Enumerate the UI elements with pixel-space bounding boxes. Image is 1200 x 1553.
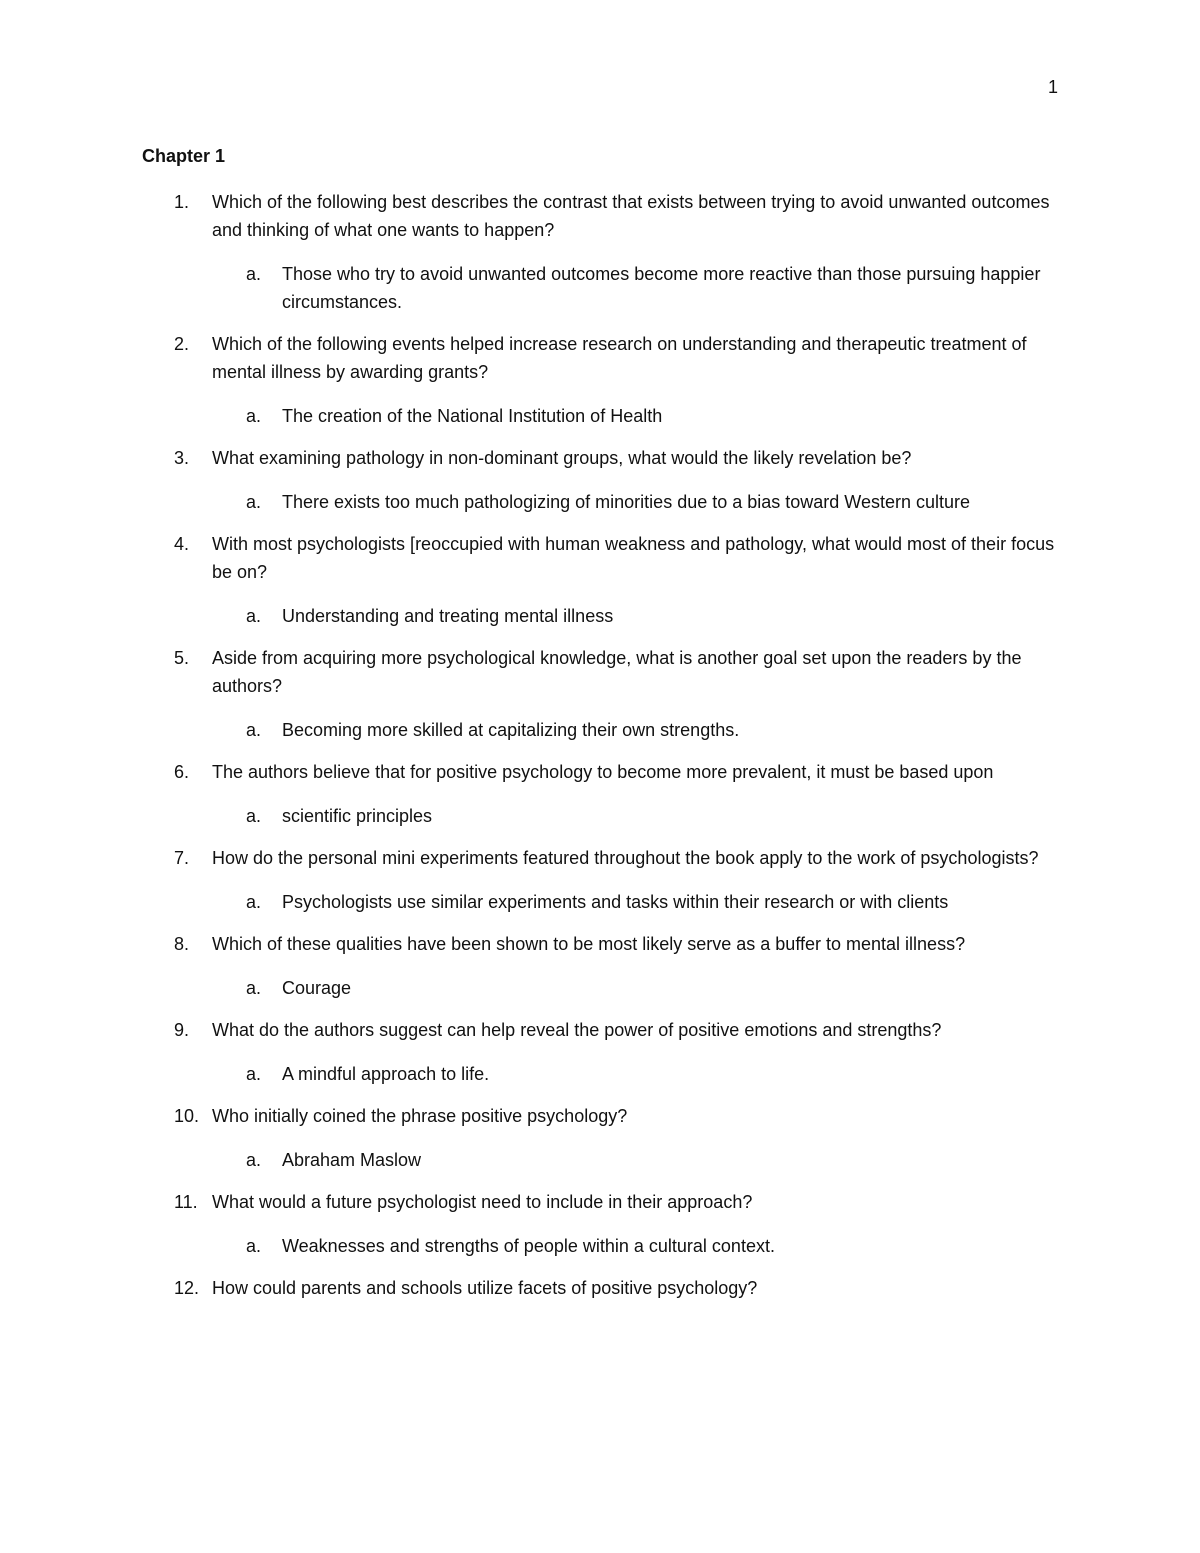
answer-item bbox=[142, 1232, 1062, 1260]
question-number: 9. bbox=[174, 1020, 190, 1040]
answer-list bbox=[142, 716, 1062, 744]
answer-letter: a. bbox=[246, 406, 262, 426]
answer-item bbox=[142, 488, 1062, 516]
question-list bbox=[142, 188, 1062, 1316]
answer-text: The creation of the National Institution of Health bbox=[282, 406, 663, 426]
question-number: 8. bbox=[174, 934, 190, 954]
answer-list bbox=[142, 1060, 1062, 1088]
answer-text: Abraham Maslow bbox=[282, 1150, 422, 1170]
question-number: 7. bbox=[174, 848, 190, 868]
question-text: What examining pathology in non-dominant groups, what would the likely revelation be? bbox=[212, 448, 912, 468]
answer-text: Understanding and treating mental illness bbox=[282, 606, 614, 626]
question-number: 12. bbox=[174, 1278, 200, 1298]
question-item-5 bbox=[142, 644, 1062, 744]
question-item-2 bbox=[142, 330, 1062, 430]
question-text: Which of these qualities have been shown to be most likely serve as a buffer to mental illness? bbox=[212, 934, 966, 954]
question-item-6 bbox=[142, 758, 1062, 830]
answer-text: Becoming more skilled at capitalizing their own strengths. bbox=[282, 720, 740, 740]
answer-item bbox=[142, 974, 1062, 1002]
question-number: 11. bbox=[174, 1192, 198, 1212]
answer-item bbox=[142, 888, 1062, 916]
question-text: Which of the following events helped increase research on understanding and therapeutic treatment of mental illness by awarding grants? bbox=[212, 334, 1027, 382]
question-item-1 bbox=[142, 188, 1062, 316]
question-number: 3. bbox=[174, 448, 190, 468]
answer-letter: a. bbox=[246, 1064, 262, 1084]
answer-list bbox=[142, 402, 1062, 430]
answer-letter: a. bbox=[246, 264, 262, 284]
question-item-9 bbox=[142, 1016, 1062, 1088]
question-number: 2. bbox=[174, 334, 190, 354]
answer-item bbox=[142, 602, 1062, 630]
answer-list bbox=[142, 1146, 1062, 1174]
question-item-7 bbox=[142, 844, 1062, 916]
answer-list bbox=[142, 488, 1062, 516]
question-text: Aside from acquiring more psychological knowledge, what is another goal set upon the readers by the authors? bbox=[212, 648, 1022, 696]
answer-letter: a. bbox=[246, 1150, 262, 1170]
answer-letter: a. bbox=[246, 978, 262, 998]
answer-text: There exists too much pathologizing of minorities due to a bias toward Western culture bbox=[282, 492, 971, 512]
answer-text: scientific principles bbox=[282, 806, 433, 826]
answer-list bbox=[142, 602, 1062, 630]
answer-item bbox=[142, 260, 1062, 316]
question-item-11 bbox=[142, 1188, 1062, 1260]
answer-list bbox=[142, 888, 1062, 916]
question-number: 6. bbox=[174, 762, 190, 782]
answer-item bbox=[142, 716, 1062, 744]
page-number: 1 bbox=[1047, 77, 1058, 97]
question-text: Who initially coined the phrase positive psychology? bbox=[212, 1106, 628, 1126]
answer-item bbox=[142, 402, 1062, 430]
answer-list bbox=[142, 260, 1062, 316]
answer-letter: a. bbox=[246, 492, 262, 512]
answer-letter: a. bbox=[246, 1236, 262, 1256]
answer-text: Courage bbox=[282, 978, 352, 998]
question-text: What do the authors suggest can help reveal the power of positive emotions and strengths? bbox=[212, 1020, 942, 1040]
answer-letter: a. bbox=[246, 806, 262, 826]
answer-item bbox=[142, 1060, 1062, 1088]
question-number: 1. bbox=[174, 192, 190, 212]
answer-item bbox=[142, 802, 1062, 830]
question-text: What would a future psychologist need to include in their approach? bbox=[212, 1192, 753, 1212]
question-number: 10. bbox=[174, 1106, 200, 1126]
answer-list bbox=[142, 802, 1062, 830]
question-item-12 bbox=[142, 1274, 1062, 1302]
question-item-3 bbox=[142, 444, 1062, 516]
question-item-4 bbox=[142, 530, 1062, 630]
answer-letter: a. bbox=[246, 892, 262, 912]
answer-item bbox=[142, 1146, 1062, 1174]
question-number: 4. bbox=[174, 534, 190, 554]
question-text: How do the personal mini experiments featured throughout the book apply to the work of psychologists? bbox=[212, 848, 1039, 868]
question-text: The authors believe that for positive psychology to become more prevalent, it must be based upon bbox=[212, 762, 994, 782]
chapter-title: Chapter 1 bbox=[142, 146, 226, 166]
answer-letter: a. bbox=[246, 606, 262, 626]
answer-list bbox=[142, 974, 1062, 1002]
answer-letter: a. bbox=[246, 720, 262, 740]
answer-text: Those who try to avoid unwanted outcomes become more reactive than those pursuing happier circumstances. bbox=[282, 264, 1041, 312]
answer-text: Psychologists use similar experiments and tasks within their research or with clients bbox=[282, 892, 949, 912]
question-text: How could parents and schools utilize facets of positive psychology? bbox=[212, 1278, 758, 1298]
question-item-8 bbox=[142, 930, 1062, 1002]
question-text: Which of the following best describes the contrast that exists between trying to avoid unwanted outcomes and thinking of what one wants to happen? bbox=[212, 192, 1050, 240]
answer-text: Weaknesses and strengths of people within a cultural context. bbox=[282, 1236, 775, 1256]
question-text: With most psychologists [reoccupied with human weakness and pathology, what would most of their focus be on? bbox=[212, 534, 1055, 582]
question-number: 5. bbox=[174, 648, 190, 668]
answer-text: A mindful approach to life. bbox=[282, 1064, 490, 1084]
answer-list bbox=[142, 1232, 1062, 1260]
question-item-10 bbox=[142, 1102, 1062, 1174]
